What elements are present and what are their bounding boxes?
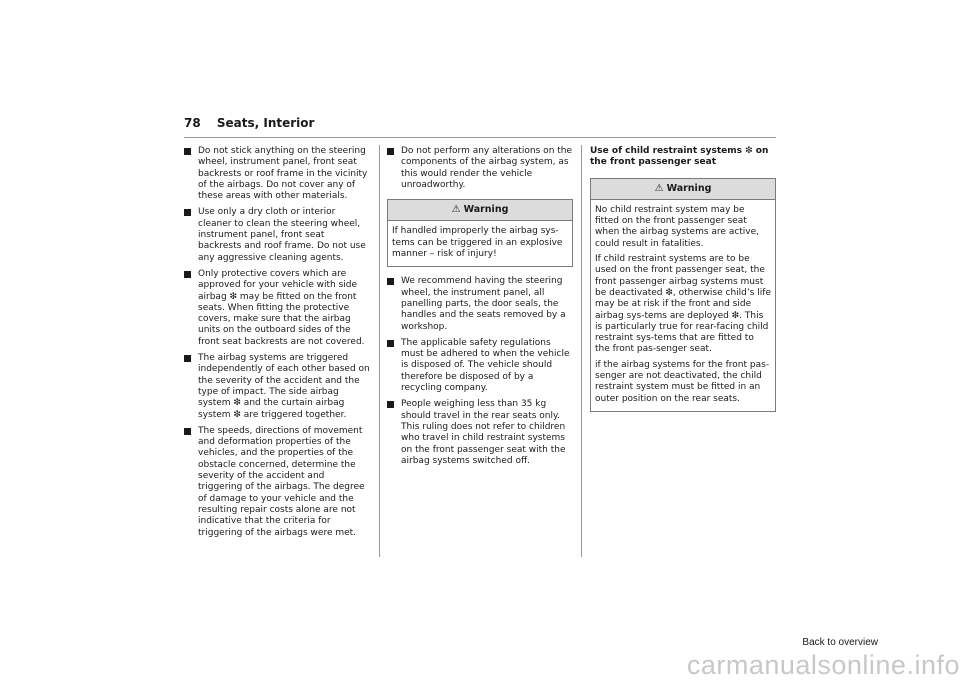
square-bullet-icon: [387, 278, 394, 285]
list-item: [184, 146, 370, 202]
list-item: [387, 276, 573, 332]
square-bullet-icon: [184, 355, 191, 362]
list-item-text: We recommend having the steering wheel, the instrument panel, all panelling parts, the door seals, the handles and the seats removed by a workshop.: [401, 276, 566, 332]
list-item-text: The speeds, directions of movement and deformation properties of the vehicles, and the properties of the obstacle concerned, determine the severity of the accident and triggering of the airbags. The degree of damage to your vehicle and the resulting repair costs alone are not indicative that the criteria for triggering of the airbags were met.: [198, 425, 365, 538]
list-item: [387, 146, 573, 191]
subheading: Use of child restraint systems ❇ on the front passenger seat: [590, 146, 769, 168]
column-3: [590, 146, 776, 421]
list-item: [184, 207, 370, 263]
square-bullet-icon: [184, 428, 191, 435]
warning-paragraph: If child restraint systems are to be used on the front passenger seat, the front passenger airbag systems must be deactivated ❇, otherwise child’s life may be at risk if the front and side airbag sys-tems are deployed ❇. This is particularly true for rear-facing child restraint sys-tems that are fitted to the front pas-senger seat.: [595, 254, 772, 355]
list-item-text: Only protective covers which are approved for your vehicle with side airbag ❇ may be fitted on the front seats. When fitting the protective covers, make sure that the airbag units on the outboard sides of the front seat backrests are not covered.: [198, 268, 365, 347]
column-1: [184, 146, 370, 544]
warning-icon: ⚠: [451, 204, 461, 216]
column-divider-2: [581, 145, 582, 557]
square-bullet-icon: [184, 209, 191, 216]
warning-text: If handled improperly the airbag sys-tems can be triggered in an explosive manner – risk of injury!: [392, 226, 563, 260]
column-2: [387, 146, 573, 472]
square-bullet-icon: [184, 271, 191, 278]
back-to-overview-link[interactable]: Back to overview: [802, 637, 878, 648]
bullet-list: [387, 276, 573, 467]
header-rule: [184, 137, 776, 138]
warning-box: [387, 199, 573, 267]
section-title: Seats, Interior: [216, 116, 315, 130]
warning-header: [591, 179, 775, 200]
warning-body: [591, 200, 775, 411]
warning-box: [590, 178, 776, 412]
column-divider-1: [379, 145, 380, 557]
list-item-text: The applicable safety regulations must be adhered to when the vehicle is disposed of. The vehicle should therefore be disposed of by a recycling company.: [401, 337, 570, 394]
list-item: [184, 353, 370, 421]
warning-header: [388, 200, 572, 221]
warning-title: Warning: [463, 204, 509, 216]
list-item: [184, 269, 370, 348]
list-item: [387, 399, 573, 467]
list-item: [184, 426, 370, 539]
list-item-text: The airbag systems are triggered independently of each other based on the severity of the accident and the type of impact. The side airbag system ❇ and the curtain airbag system ❇ are triggered together.: [198, 353, 370, 420]
square-bullet-icon: [387, 148, 394, 155]
square-bullet-icon: [387, 340, 394, 347]
bullet-list: [387, 146, 573, 191]
bullet-list: [184, 146, 370, 539]
warning-body: [388, 221, 572, 266]
list-item-text: Use only a dry cloth or interior cleaner to clean the steering wheel, instrument panel, front seat backrests and roof frame. Do not use any aggressive cleaning agents.: [198, 207, 366, 263]
list-item: [387, 338, 573, 394]
warning-title: Warning: [666, 182, 712, 194]
list-item-text: Do not perform any alterations on the components of the airbag system, as this would render the vehicle unroadworthy.: [401, 146, 573, 190]
square-bullet-icon: [387, 401, 394, 408]
list-item-text: Do not stick anything on the steering wheel, instrument panel, front seat backrests or roof frame in the vicinity of the airbags. Do not cover any of these areas with other materials.: [198, 146, 368, 202]
page-number: 78: [184, 116, 201, 130]
page-header: [184, 116, 314, 130]
warning-icon: ⚠: [654, 182, 664, 194]
watermark: carmanualsonline.info: [686, 650, 960, 680]
warning-paragraph: No child restraint system may be fitted on the front passenger seat when the airbag systems are active, could result in fatalities.: [595, 204, 760, 249]
square-bullet-icon: [184, 148, 191, 155]
warning-paragraph: if the airbag systems for the front pas-senger are not deactivated, the child restraint system must be fitted in an outer position on the rear seats.: [595, 359, 770, 404]
list-item-text: People weighing less than 35 kg should travel in the rear seats only. This ruling does not refer to children who travel in child restraint systems on the front passenger seat with the airbag systems switched off.: [401, 399, 566, 466]
